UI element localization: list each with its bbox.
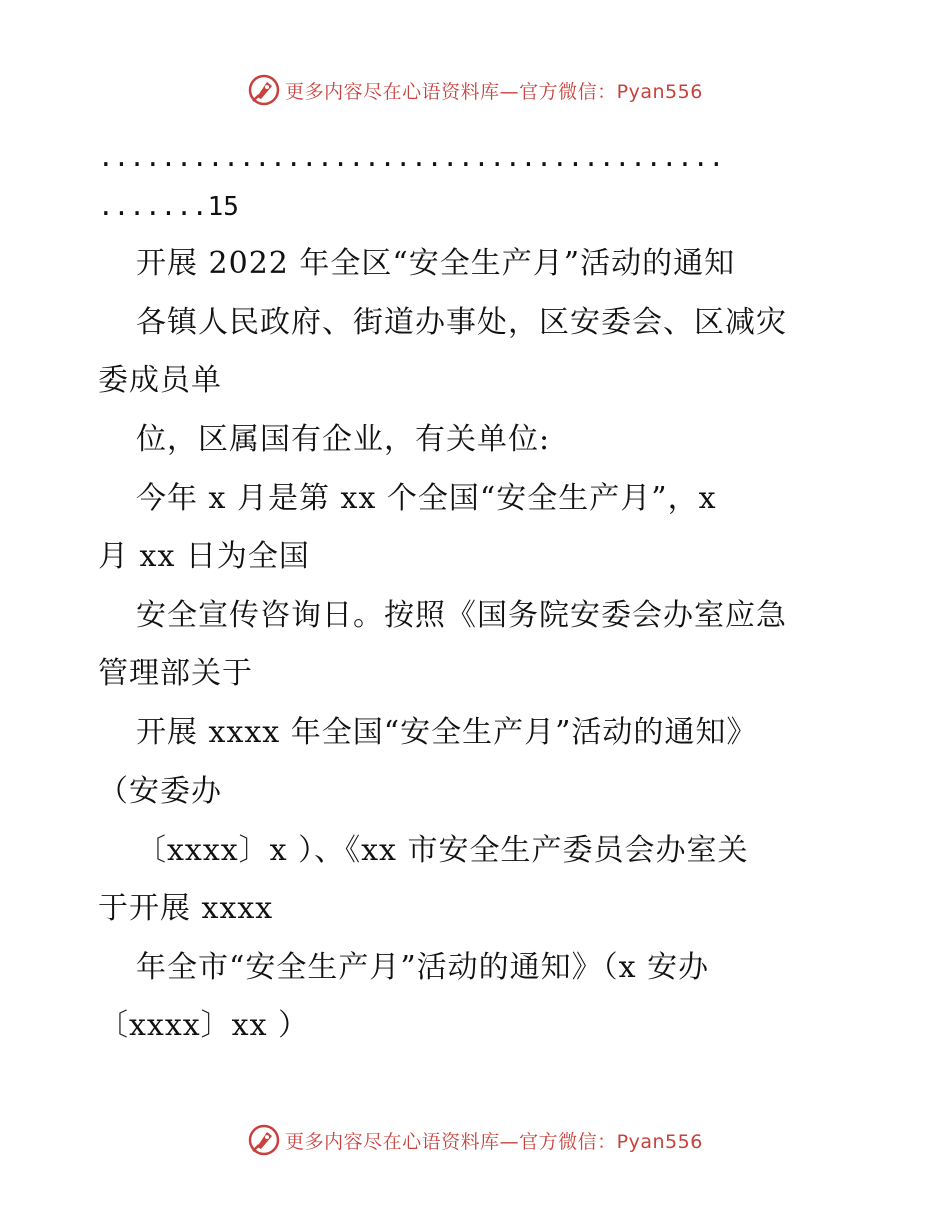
pen-nib-logo-icon xyxy=(247,1123,281,1157)
watermark-text: 更多内容尽在心语资料库—官方微信：Pyan556 xyxy=(285,1130,703,1153)
paragraph-line: 安全宣传咨询日。按照《国务院安委会办室应急 xyxy=(136,598,787,633)
paragraph-line: 各镇人民政府、街道办事处，区安委会、区减灾 xyxy=(136,305,787,340)
paragraph-line: 位，区属国有企业，有关单位: xyxy=(136,422,551,457)
pen-nib-logo-icon xyxy=(247,73,281,107)
paragraph-line: 管理部关于 xyxy=(98,656,253,691)
document-heading: 开展 2022 年全区“安全生产月”活动的通知 xyxy=(136,246,736,281)
paragraph-line: 委成员单 xyxy=(98,363,222,398)
paragraph-line: （安委办 xyxy=(98,774,222,809)
paragraph-line: 于开展 xxxx xyxy=(98,891,274,926)
paragraph-line: 今年 x 月是第 xx 个全国“安全生产月”，x xyxy=(136,481,717,516)
paragraph-line: 〔xxxx〕x ）、《xx 市安全生产委员会办室关 xyxy=(136,833,749,868)
toc-page-number-line: .......15 xyxy=(98,192,239,222)
footer-watermark-banner xyxy=(0,1120,950,1160)
header-watermark-banner xyxy=(0,70,950,110)
paragraph-line: 开展 xxxx 年全国“安全生产月”活动的通知》 xyxy=(136,715,758,750)
toc-leader-dots: ........................................ xyxy=(98,143,725,173)
paragraph-line: 月 xx 日为全国 xyxy=(98,539,310,574)
watermark-text: 更多内容尽在心语资料库—官方微信：Pyan556 xyxy=(285,80,703,103)
paragraph-line: 年全市“安全生产月”活动的通知》（x 安办 xyxy=(136,950,710,985)
paragraph-line: 〔xxxx〕xx ） xyxy=(98,1008,310,1043)
